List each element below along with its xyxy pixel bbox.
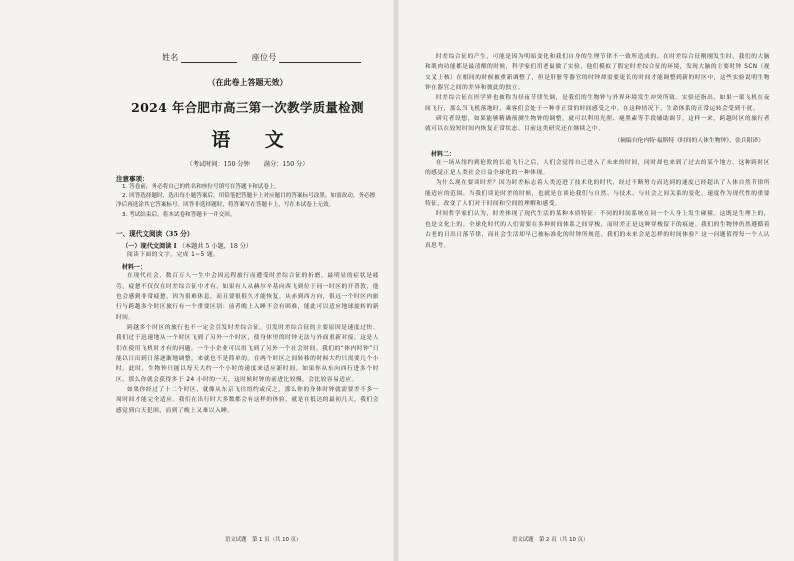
exam-title: 2024 年合肥市高三第一次教学质量检测 (131, 100, 364, 115)
material1-source: （摘编自伦内特·福斯特《时间的人体生物钟》，张兵阳译） (614, 137, 764, 144)
exam-time: （考试时间：150 分钟 (186, 161, 250, 168)
exam-score: 满分：150 分） (263, 161, 309, 168)
material2-paragraph: 时间哲学家们认为，时差体现了现代生活的某种本质特征：不同的时间系统在同一个人身上发生碰撞。这既是生理上的，也是文化上的。全球化时代的人们需要在多种时间体系之间穿梭，而时差正是这种穿梭留下的痕迹。我们的生物钟仍然遵循着古老的日出日落节律，而社会生活却早已被标准化的时钟所规范。我们的未来会是怎样的时间体验？这一问题值得每一个人认真思考。 (425, 211, 770, 249)
material1-paragraph: 如果你经过了十二个时区，就像从东京飞往纽约或反之，那么你的身体时钟就需要差不多一周时间才能完全适应。我们在出行时大多数都会有这样的体验，就是在抵达的最初几天，我们会感觉到白天犯困，而到了晚上又难以入睡。 (116, 386, 379, 414)
material2-paragraph: 在一场从纽约到伦敦的长途飞行之后，人们会觉得自己进入了未来的时间，同时却也来到了过去的某个地方。这种跨时区的感觉正是人类社会日益全球化的一种体现。 (425, 159, 770, 177)
page-footer-right: 语文试题 第 2 页（共 10 页） (512, 537, 589, 543)
seat-blank (279, 54, 361, 63)
instruction: 阅读下面的文字，完成 1~5 题。 (127, 251, 220, 258)
name-seat-line (162, 52, 379, 63)
subsection-label: （一）现代文阅读 I (122, 242, 177, 250)
subsection-note: （本题共 5 小题，18 分） (178, 242, 253, 250)
material1-paragraph: 研究者设想，如果能够精确预测生物钟的调整，就可以利用光照、褪黑素等手段辅助调节。这样一来，跨越时区的旅行者就可以在较短时间内恢复正常状态。目前这类研究还在继续之中。 (425, 116, 770, 133)
subject-title: 语 文 (211, 129, 298, 151)
section-title: 一、现代文阅读（35 分） (116, 229, 194, 238)
note-item: 1. 答卷前，务必将自己的姓名和座位号填写在答题卡和试卷上。 (122, 184, 281, 190)
exam-meta (116, 159, 379, 168)
material1-paragraph: 时差综合征的产生，可能是因为明暗变化和我们自身的生理节律不一致所造成的。在时差综合征刚刚发生时，我们的大脑和肌肉功能都是最清醒的时候，科学家们用老鼠做了实验，他们模拟了假定时差综合征的环境，发现大脑的主要时钟 SCN（视交叉上核）在相同的时候被重新调整了，但是肝脏等器官的时钟却需要更长的时间才能调整到新的时区中，这些实验说明生物钟在器官之间的差异和彼此的独立。 (425, 54, 770, 92)
page-right (397, 0, 794, 561)
note-item: 3. 考试结束后，将本试卷和答题卡一并交回。 (122, 211, 236, 218)
notes-title: 注意事项： (116, 175, 149, 183)
name-label: 姓名 (162, 53, 179, 62)
note-item: 2. 回答选择题时，选出每小题答案后，用铅笔把答题卡上对应题目的答案标号涂黑。如需改动，务必擦净后再选涂其它答案标号。回答非选择题时，将答案写在答题卡上，写在本试卷上无效。 (116, 193, 376, 209)
material2-label: 材料二： (431, 150, 456, 158)
subsection-title (116, 241, 379, 250)
no-answer-banner: （在此卷上答题无效） (207, 77, 288, 87)
seat-label: 座位号 (251, 53, 277, 62)
material1-paragraph: 在现代社会，数百万人一生中会因远程旅行而遭受时差综合征的折磨，最明显的症状是疲劳。疲惫不仅仅在时差综合征中才有。如果有人从赫尔辛基向西飞到位于同一时区的开普敦，他也会感到非常疲惫，因为很难休息，而且要很很久才能恢复。从赤到西方向，很远一个时区内旅行与跨越多个时区旅行有一个重要区别：前者晚上入睡不会有困难，能此可以适应地球旋转的新时间。 (116, 273, 379, 321)
material1-paragraph: 时差综合征在医学界也被称为昼夜节律失调，是我们的生物钟与外界环境发生冲突所致。实验还指出，如果一架飞机在夜间飞行，那么当飞机落地时，乘客们会处于一种非正常的时间感受之中。在这种情况下，生命体系的正常运转会受到干扰。 (425, 95, 770, 112)
material2-paragraph: 为什么现在要谈时差？因为时差标志着人类迈进了技术化的时代，经过不断努力而达到的速度已经超出了人体自然节律所能适应的范围。当我们谈论时差的时候，也就是在谈论我们与自然、与技术、与社会之间关系的变化。速度作为现代性的重要特征，改变了人们对于时间和空间的理解和感受。 (425, 180, 770, 208)
name-blank (181, 54, 237, 63)
material1-label: 材料一： (122, 264, 147, 272)
material1-paragraph: 跨越多个时区的旅行也不一定会引发时差综合征。引发时差综合征的主要原因是速度过快。我们过于迅速地从一个时区飞到了另外一个时区，使身体里的时钟无法与外面重新对接。这是人们在使用飞机时才有的问题。一个小企业可以用飞到了另外一个社会时间。我们的“体内时钟”只能以日出到日落逐渐地调整，来就也不是简单的。在两个时区之间转移的时候大约只需要几个小时。此时，生物钟只能以每天大约一个小时的速度来适应新时间。如果你从东向西行进多个时区，那么你就会获得多于 24 小时的一天，这时候时钟的前进比较慢，会比较容易适应。 (116, 324, 379, 383)
page-footer-left: 语文试题 第 1 页（共 10 页） (225, 537, 302, 543)
